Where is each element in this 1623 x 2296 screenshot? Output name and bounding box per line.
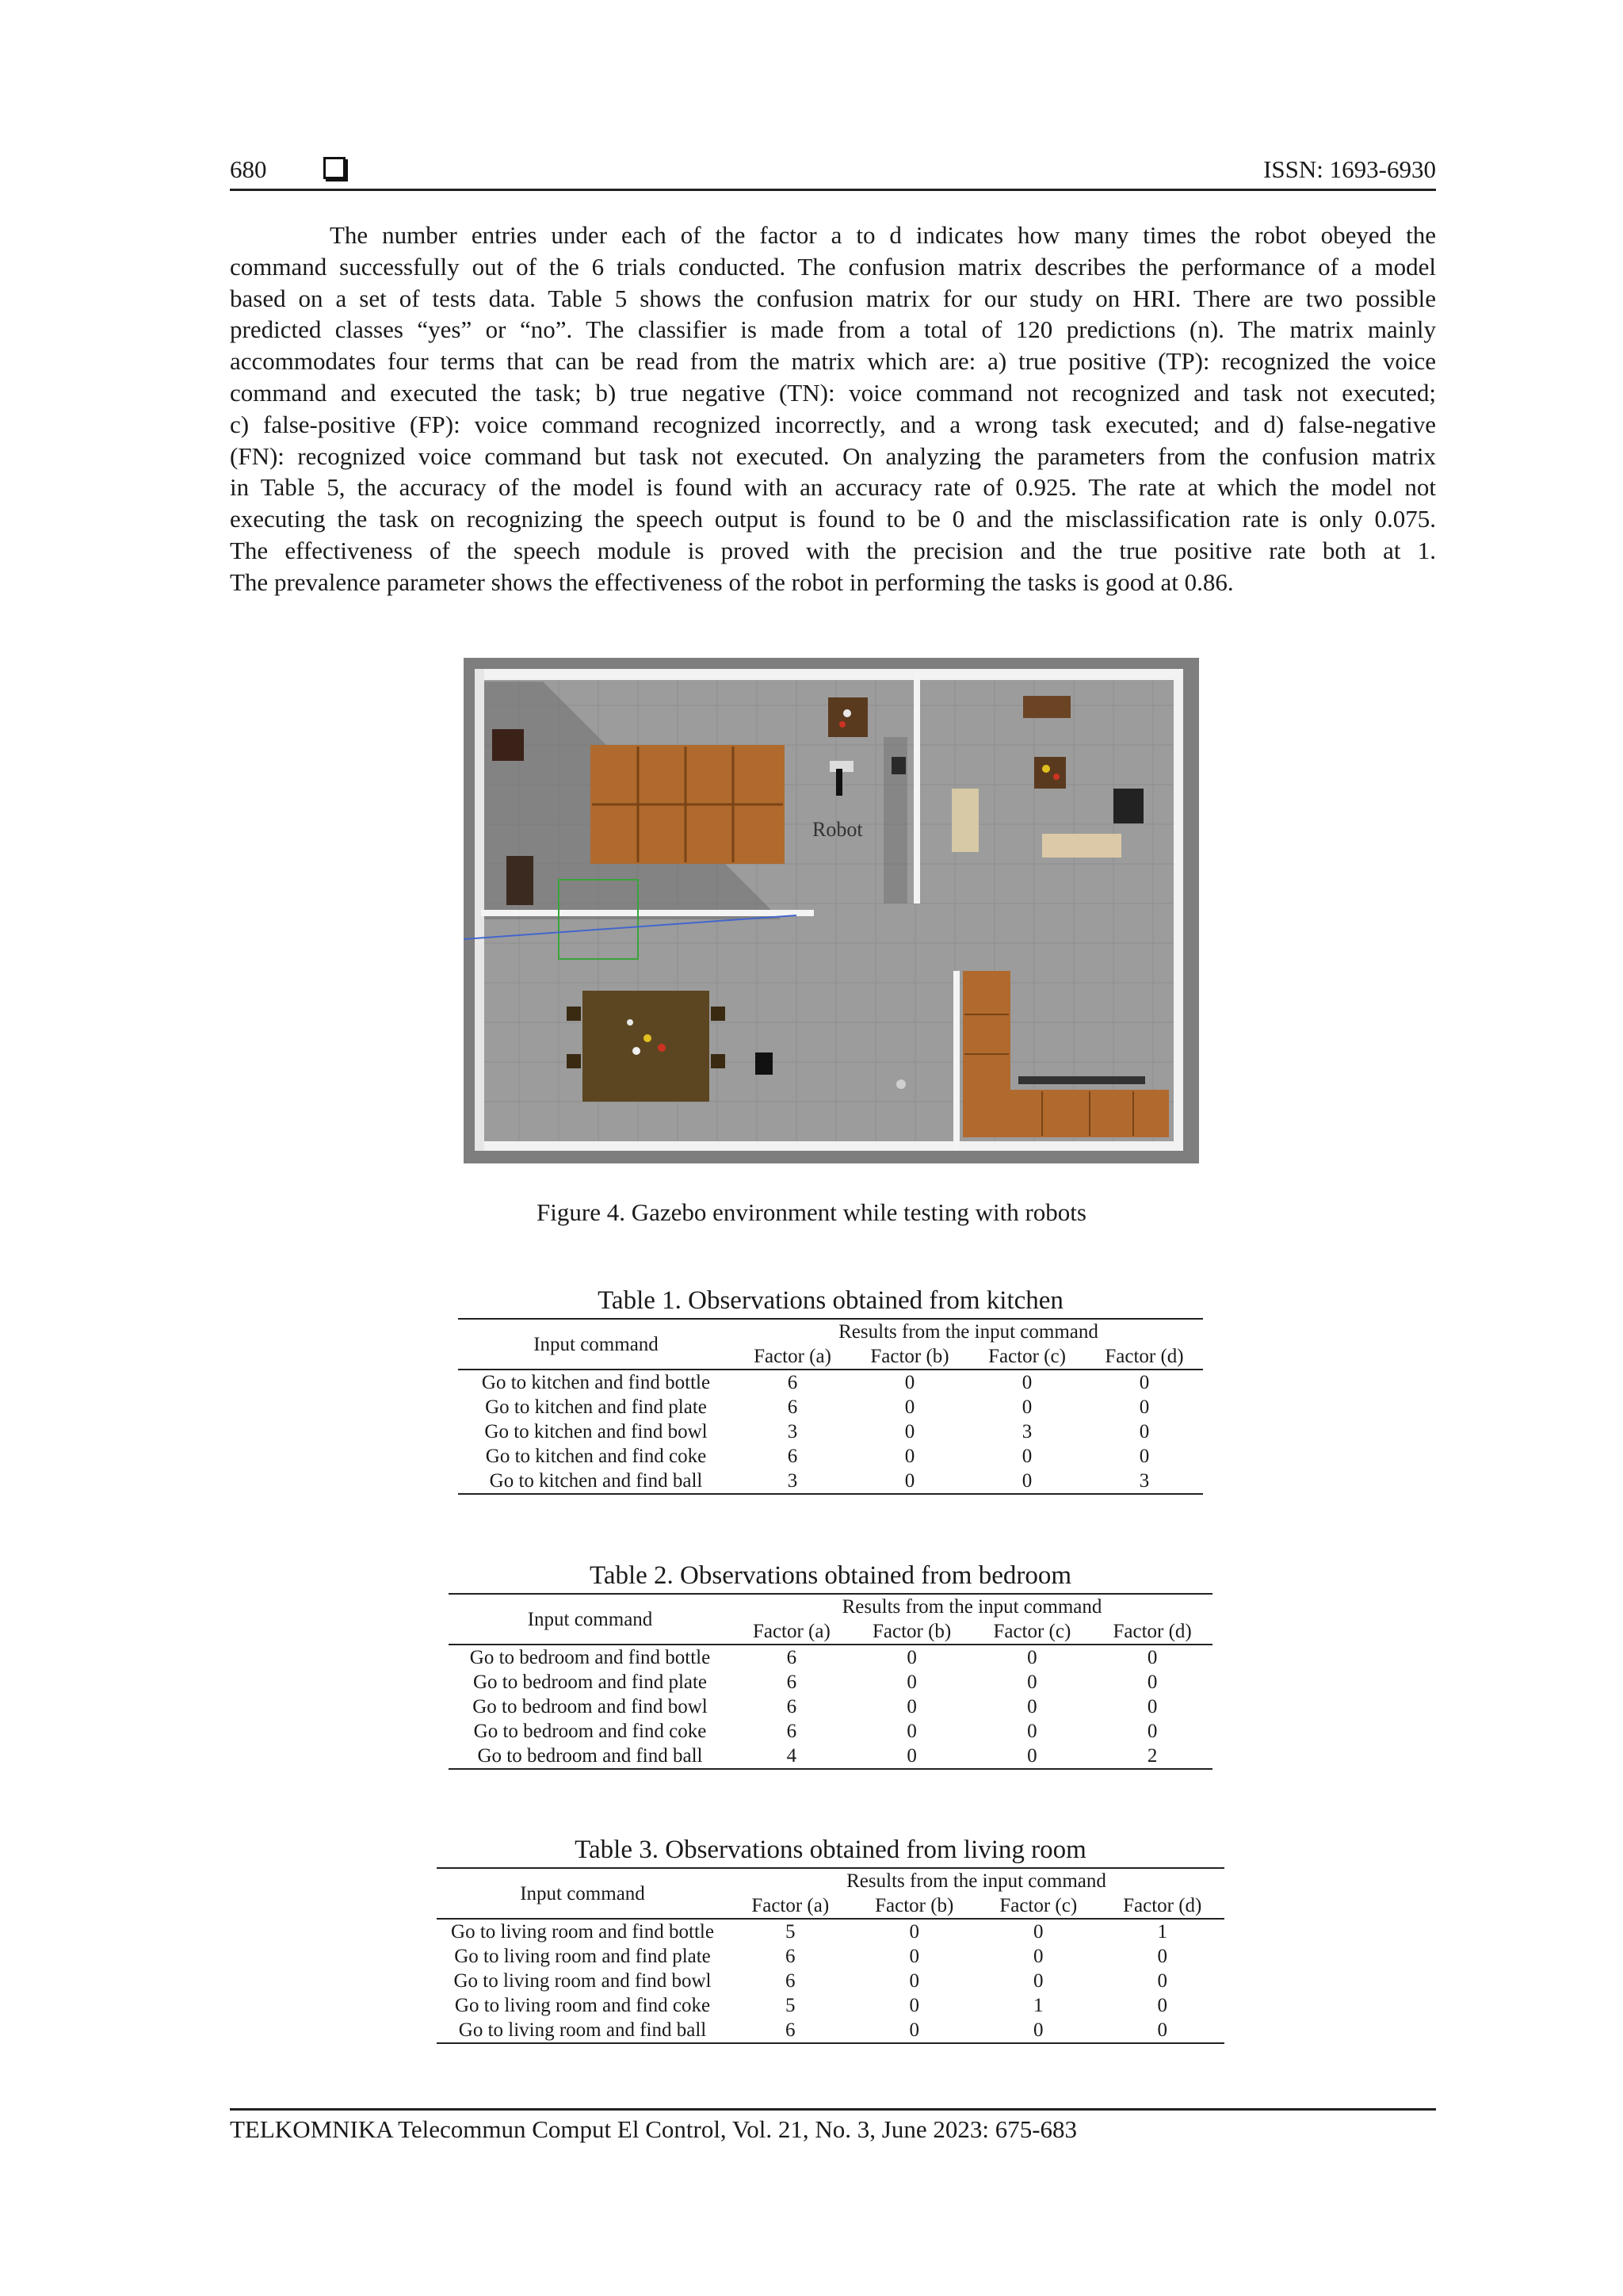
cell-factor-value: 0: [1139, 1421, 1150, 1442]
paragraph-line: The prevalence parameter shows the effectiveness of the robot in performing the tasks is good at 0.86.: [230, 567, 1234, 596]
table-row: [449, 1670, 1212, 1694]
paragraph-line: The effectiveness of the speech module is proved with the precision and the true positive rate both at 1.: [230, 536, 1436, 564]
paragraph-line: based on a set of tests data. Table 5 shows the confusion matrix for our study on HRI. There are two possible: [230, 284, 1436, 312]
cell-factor-value: 6: [787, 1396, 798, 1418]
cell-factor-value: 6: [785, 1946, 796, 1967]
cell-factor-value: 0: [1139, 1372, 1150, 1393]
cell-factor-value: 0: [1147, 1671, 1158, 1693]
cell-factor-value: 0: [852, 1744, 972, 1769]
cell-factor-value: 3: [787, 1421, 798, 1442]
cell-factor-value: 0: [904, 1372, 915, 1393]
cell-factor-value: 0: [909, 1946, 919, 1967]
cell-factor-value: 0: [1147, 1647, 1158, 1668]
observations-table: [437, 1867, 1224, 2044]
header-factor: Factor (d): [1092, 1619, 1212, 1645]
cell-factor-value: 0: [1157, 1995, 1167, 2016]
table-row: [437, 2018, 1224, 2043]
gazebo-scene-image: [464, 658, 1199, 1163]
cell-factor-value: 0: [1139, 1396, 1150, 1418]
header-input-command: Input command: [437, 1868, 728, 1919]
header-factor: Factor (d): [1101, 1893, 1225, 1919]
cell-factor-value: 3: [734, 1469, 851, 1494]
header-factor: Factor (c): [968, 1344, 1086, 1370]
cell-factor-value: 5: [785, 1995, 796, 2016]
cell-factor-value: 3: [1022, 1421, 1033, 1442]
cell-factor-value: 0: [904, 1446, 915, 1467]
cell-factor-value: 0: [972, 1744, 1093, 1769]
paragraph-line: c) false-positive (FP): voice command recognized incorrectly, and a wrong task executed; and d) false-negative: [230, 410, 1436, 438]
header-factor: Factor (d): [1086, 1344, 1203, 1370]
cell-factor-value: 0: [1033, 1946, 1044, 1967]
cell-factor-value: 6: [786, 1647, 797, 1668]
cell-factor-value: 0: [851, 1469, 968, 1494]
table-title: Table 3. Observations obtained from living room: [575, 1836, 1086, 1864]
cell-factor-value: 6: [786, 1671, 797, 1693]
cell-factor-value: 0: [976, 2018, 1101, 2043]
cell-factor-value: 0: [909, 1995, 919, 2016]
cell-factor-value: 3: [1086, 1469, 1203, 1494]
cell-factor-value: 0: [907, 1696, 917, 1717]
header-factor: Factor (b): [851, 1344, 968, 1370]
cell-factor-value: 0: [904, 1421, 915, 1442]
cell-factor-value: 0: [853, 2018, 977, 2043]
robot-label: Robot: [812, 818, 863, 841]
cell-factor-value: 0: [1101, 2018, 1225, 2043]
cell-input-command: Go to bedroom and find bottle: [469, 1647, 711, 1668]
paragraph-line: command and executed the task; b) true negative (TN): voice command not recognized and task not executed;: [230, 378, 1436, 407]
page-number: 680: [230, 155, 267, 183]
cell-input-command: Go to bedroom and find plate: [472, 1671, 708, 1693]
running-footer: [230, 2108, 1436, 2144]
table-row: [449, 1645, 1212, 1670]
cell-factor-value: 0: [1033, 1921, 1044, 1943]
cell-factor-value: 6: [728, 2018, 853, 2043]
header-factor: Factor (a): [734, 1344, 851, 1370]
cell-factor-value: 0: [1147, 1696, 1158, 1717]
table-row: [437, 1993, 1224, 2018]
header-input-command: Input command: [458, 1319, 734, 1370]
paragraph-line: command successfully out of the 6 trials conducted. The confusion matrix describes the performance of a model: [230, 252, 1436, 281]
table-row: [458, 1444, 1203, 1469]
cell-input-command: Go to kitchen and find bottle: [481, 1372, 711, 1393]
cell-factor-value: 0: [1033, 1970, 1044, 1992]
table-row: [458, 1370, 1203, 1395]
observations-table: [458, 1318, 1203, 1495]
gazebo-figure: [464, 658, 1199, 1163]
cell-input-command: Go to kitchen and find coke: [485, 1446, 707, 1467]
table-row: [437, 1919, 1224, 1944]
cell-factor-value: 0: [907, 1721, 917, 1742]
cell-factor-value: 6: [787, 1446, 798, 1467]
cell-factor-value: 1: [1157, 1921, 1167, 1943]
cell-factor-value: 0: [1022, 1396, 1033, 1418]
cell-factor-value: 0: [1027, 1647, 1037, 1668]
cell-factor-value: 2: [1092, 1744, 1212, 1769]
cell-input-command: Go to kitchen and find ball: [458, 1469, 734, 1494]
table-title: Table 2. Observations obtained from bedroom: [589, 1561, 1072, 1590]
cell-factor-value: 1: [1033, 1995, 1044, 2016]
paragraph-line: predicted classes “yes” or “no”. The classifier is made from a total of 120 predictions (n). The matrix mainly: [230, 315, 1436, 344]
cell-input-command: Go to living room and find plate: [454, 1946, 711, 1967]
journal-citation: TELKOMNIKA Telecommun Comput El Control, Vol. 21, No. 3, June 2023: 675-683: [230, 2115, 1078, 2143]
cell-input-command: Go to living room and find ball: [437, 2018, 728, 2043]
table-row: [458, 1419, 1203, 1444]
header-results-group: Results from the input command: [728, 1868, 1224, 1893]
cell-factor-value: 0: [909, 1921, 919, 1943]
cell-factor-value: 0: [1157, 1946, 1167, 1967]
cell-factor-value: 0: [907, 1671, 917, 1693]
header-factor: Factor (a): [731, 1619, 852, 1645]
cell-input-command: Go to kitchen and find bowl: [484, 1421, 708, 1442]
table-row: [449, 1719, 1212, 1744]
table-title: Table 1. Observations obtained from kitchen: [598, 1286, 1064, 1315]
table-row: [437, 1969, 1224, 1993]
cell-input-command: Go to bedroom and find ball: [449, 1744, 731, 1769]
cell-factor-value: 0: [909, 1970, 919, 1992]
cell-factor-value: 6: [785, 1970, 796, 1992]
table-row: [449, 1694, 1212, 1719]
cell-factor-value: 0: [1022, 1446, 1033, 1467]
cell-factor-value: 0: [1139, 1446, 1150, 1467]
cell-factor-value: 0: [1147, 1721, 1158, 1742]
issn-label: ISSN: 1693-6930: [1263, 155, 1436, 183]
paragraph-line: (FN): recognized voice command but task not executed. On analyzing the parameters from the confusion matrix: [230, 441, 1436, 470]
checkbox-glyph-icon: [323, 157, 346, 179]
table-row: [437, 1944, 1224, 1969]
cell-factor-value: 0: [1027, 1721, 1037, 1742]
cell-factor-value: 0: [904, 1396, 915, 1418]
cell-input-command: Go to kitchen and find plate: [485, 1396, 707, 1418]
cell-factor-value: 4: [731, 1744, 852, 1769]
cell-factor-value: 0: [1027, 1696, 1037, 1717]
cell-factor-value: 6: [787, 1372, 798, 1393]
cell-factor-value: 0: [907, 1647, 917, 1668]
running-header: [230, 155, 1436, 191]
cell-factor-value: 6: [786, 1721, 797, 1742]
paragraph-line: The number entries under each of the factor a to d indicates how many times the robot obeyed the: [330, 221, 1436, 249]
cell-factor-value: 0: [1027, 1671, 1037, 1693]
cell-input-command: Go to bedroom and find coke: [473, 1721, 707, 1742]
header-factor: Factor (b): [853, 1893, 977, 1919]
cell-factor-value: 0: [1157, 1970, 1167, 1992]
header-results-group: Results from the input command: [734, 1319, 1203, 1344]
paragraph-line: in Table 5, the accuracy of the model is found with an accuracy rate of 0.925. The rate at which the model not: [230, 473, 1436, 502]
cell-factor-value: 0: [968, 1469, 1086, 1494]
paragraph-line: executing the task on recognizing the speech output is found to be 0 and the misclassification rate is only 0.075.: [230, 505, 1436, 533]
cell-factor-value: 0: [1022, 1372, 1033, 1393]
table-row: [449, 1744, 1212, 1769]
cell-factor-value: 6: [786, 1696, 797, 1717]
header-factor: Factor (a): [728, 1893, 853, 1919]
figure-caption: Figure 4. Gazebo environment while testing with robots: [537, 1198, 1086, 1226]
header-factor: Factor (c): [972, 1619, 1093, 1645]
header-results-group: Results from the input command: [731, 1594, 1212, 1619]
header-factor: Factor (c): [976, 1893, 1101, 1919]
paragraph-line: accommodates four terms that can be read from the matrix which are: a) true positive (TP): recognized the voice: [230, 347, 1436, 376]
table-row: [458, 1395, 1203, 1419]
header-input-command: Input command: [449, 1594, 731, 1645]
cell-input-command: Go to living room and find coke: [454, 1995, 711, 2016]
observations-table: [449, 1593, 1212, 1770]
table-row: [458, 1469, 1203, 1494]
cell-factor-value: 5: [785, 1921, 796, 1943]
cell-input-command: Go to living room and find bottle: [451, 1921, 714, 1943]
cell-input-command: Go to living room and find bowl: [453, 1970, 712, 1992]
body-paragraph: [230, 220, 1436, 598]
cell-input-command: Go to bedroom and find bowl: [472, 1696, 708, 1717]
header-factor: Factor (b): [852, 1619, 972, 1645]
